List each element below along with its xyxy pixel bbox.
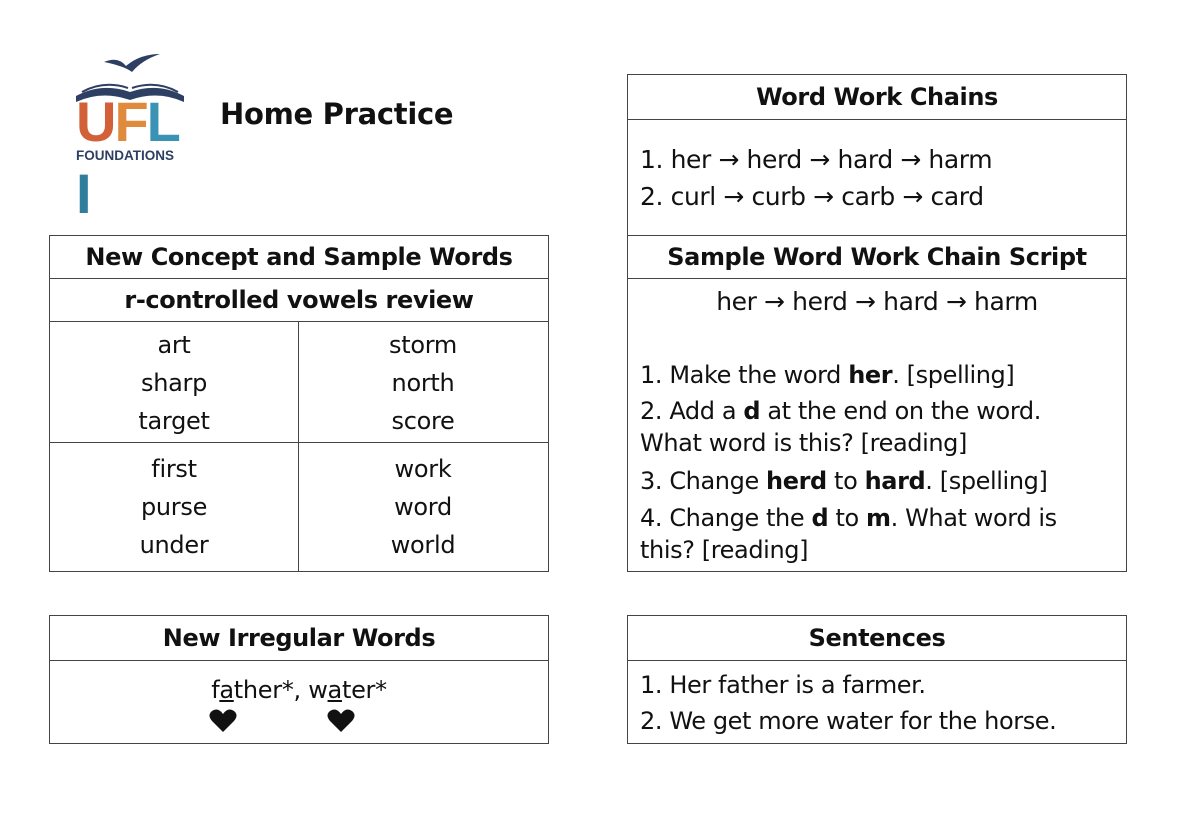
sample-word: under: [139, 531, 209, 559]
script-step: 3. Change herd to hard. [spelling]: [640, 467, 1048, 495]
word-work-chains-title: Word Work Chains: [756, 83, 998, 111]
divider: [50, 321, 548, 322]
sample-word: art: [157, 331, 191, 359]
chain-script-title: Sample Word Work Chain Script: [667, 243, 1087, 271]
divider: [50, 278, 548, 279]
sentences-box: [627, 615, 1127, 744]
sentence-item: 1. Her father is a farmer.: [640, 671, 926, 699]
divider: [628, 119, 1126, 120]
irregular-words-box: [49, 615, 549, 744]
logo-letter-u: U: [76, 90, 115, 153]
heart-icon: [209, 709, 237, 733]
script-step: this? [reading]: [640, 536, 809, 564]
sample-word: first: [151, 455, 197, 483]
new-concept-box: [49, 235, 549, 572]
sentences-title: Sentences: [808, 624, 946, 652]
sample-word: storm: [389, 331, 457, 359]
sample-word: north: [391, 369, 455, 397]
sample-word: work: [394, 455, 452, 483]
concept-subtitle: r-controlled vowels review: [124, 286, 474, 314]
ufli-logo: [74, 52, 186, 225]
sample-word: purse: [140, 493, 208, 521]
sample-word: sharp: [140, 369, 208, 397]
word-group-1-right: [299, 326, 547, 440]
sample-word: score: [391, 407, 455, 435]
chain-item: 2. curl → curb → carb → card: [640, 182, 984, 211]
sample-word: target: [138, 407, 210, 435]
word-group-1-left: [50, 326, 298, 440]
script-step: 2. Add a d at the end on the word.: [640, 397, 1041, 425]
logo-letter-i: I: [76, 162, 90, 225]
page-title: Home Practice: [220, 97, 454, 131]
sample-word: word: [394, 493, 452, 521]
script-step: What word is this? [reading]: [640, 429, 967, 457]
script-step: 1. Make the word her. [spelling]: [640, 361, 1015, 389]
divider: [50, 442, 548, 443]
divider: [628, 278, 1126, 279]
irregular-words-title: New Irregular Words: [162, 624, 436, 652]
logo-letter-l: L: [146, 90, 179, 153]
divider: [50, 660, 548, 661]
word-work-chains-box: [627, 74, 1127, 236]
sample-word: world: [390, 531, 456, 559]
irregular-words-line: father*, water*: [211, 676, 387, 704]
heart-icon: [327, 709, 355, 733]
word-group-2-left: [50, 450, 298, 564]
logo-subtitle: FOUNDATIONS: [76, 148, 174, 163]
divider: [628, 660, 1126, 661]
chain-script-box: [627, 235, 1127, 572]
new-concept-title: New Concept and Sample Words: [85, 243, 513, 271]
irregular-word: father*: [211, 676, 294, 704]
heart-letter: a: [219, 676, 234, 704]
irregular-word: water*: [308, 676, 387, 704]
sentence-item: 2. We get more water for the horse.: [640, 707, 1057, 735]
logo-letter-f: F: [114, 90, 147, 153]
chain-item: 1. her → herd → hard → harm: [640, 145, 993, 174]
word-group-2-right: [299, 450, 547, 564]
script-chain: her → herd → hard → harm: [716, 287, 1038, 316]
script-step: 4. Change the d to m. What word is: [640, 504, 1057, 532]
heart-letter: a: [327, 676, 342, 704]
